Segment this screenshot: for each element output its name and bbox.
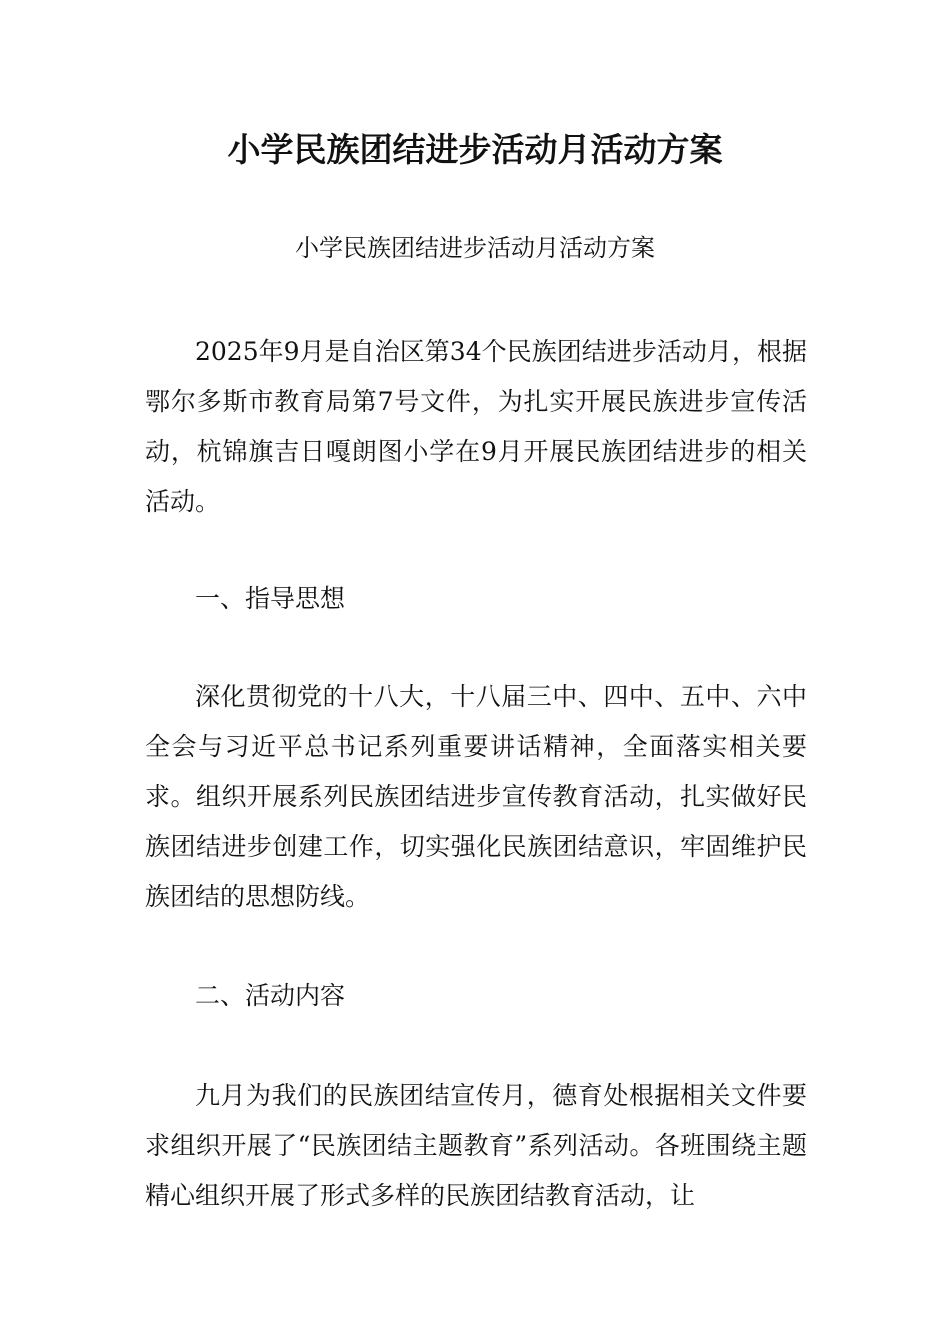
intro-paragraph: 2025年9月是自治区第34个民族团结进步活动月，根据鄂尔多斯市教育局第7号文件，为扎实开展民族进步宣传活动，杭锦旗吉日嘎朗图小学在9月开展民族团结进步的相关活动。 bbox=[145, 337, 807, 516]
guiding-ideology-paragraph: 深化贯彻党的十八大，十八届三中、四中、五中、六中全会与习近平总书记系列重要讲话精神，全面落实相关要求。组织开展系列民族团结进步宣传教育活动，扎实做好民族团结进步创建工作，切实强化民族团结意识，牢固维护民族团结的思想防线。 bbox=[145, 682, 807, 911]
activity-content-paragraph: 九月为我们的民族团结宣传月，德育处根据相关文件要求组织开展了“民族团结主题教育”系列活动。各班围绕主题精心组织开展了形式多样的民族团结教育活动，让 bbox=[145, 1081, 807, 1210]
section-heading-guiding-ideology: 一、指导思想 bbox=[195, 584, 346, 613]
section-heading-activity-content: 二、活动内容 bbox=[195, 981, 346, 1010]
document-title: 小学民族团结进步活动月活动方案 bbox=[227, 130, 723, 169]
document-subtitle: 小学民族团结进步活动月活动方案 bbox=[295, 234, 655, 262]
